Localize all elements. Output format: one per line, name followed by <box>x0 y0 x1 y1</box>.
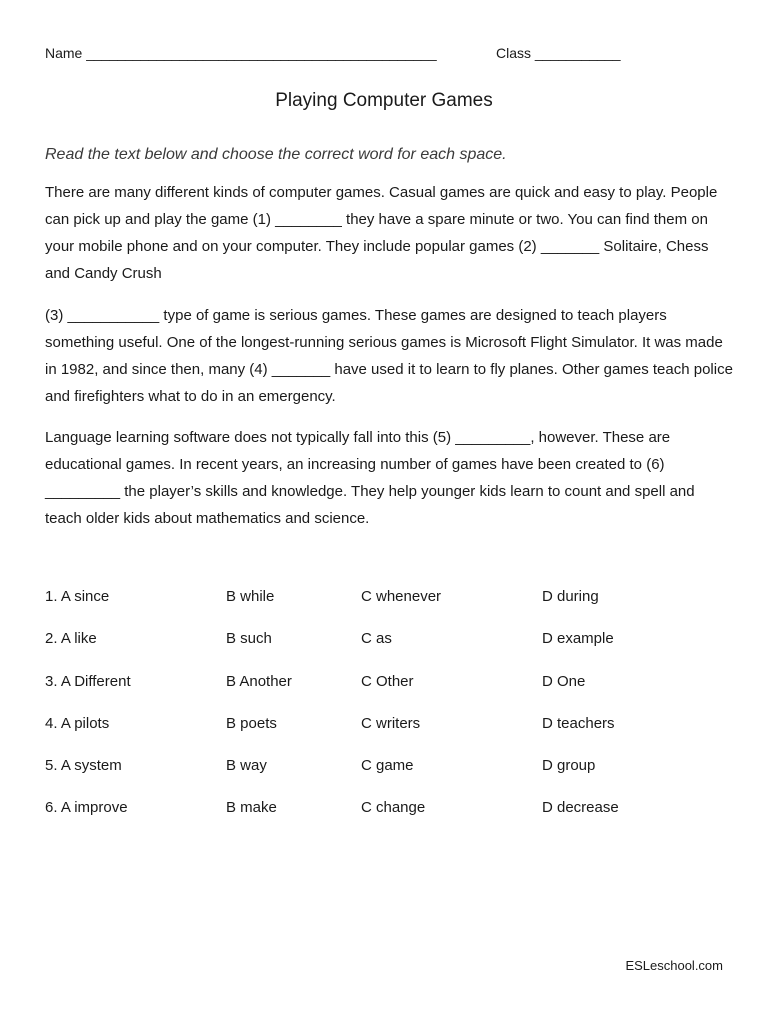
question-row-2 <box>45 630 735 672</box>
option-1b[interactable]: B while <box>226 588 275 605</box>
option-3a[interactable]: 3. A Different <box>45 672 131 690</box>
question-row-6 <box>45 799 735 841</box>
option-4d[interactable]: D teachers <box>542 714 615 732</box>
question-row-4 <box>45 715 735 757</box>
passage-paragraph-1: There are many different kinds of computer games. Casual games are quick and easy to play. People can pick up and play the game (1) ________ they have a spare minute or two. You can find them on your mobile phone and on your computer. They include popular games (2) _______ Solitaire, Chess and Candy Crush <box>45 184 718 282</box>
option-5c[interactable]: C game <box>361 757 414 775</box>
option-4b[interactable]: B poets <box>226 714 277 732</box>
instructions: Read the text below and choose the correct word for each space. <box>45 146 507 163</box>
question-row-3 <box>45 673 735 715</box>
option-3d[interactable]: D One <box>542 672 586 690</box>
option-5d[interactable]: D group <box>542 757 596 775</box>
class-field[interactable]: Class ___________ <box>496 45 621 61</box>
option-6d[interactable]: D decrease <box>542 799 619 817</box>
option-6c[interactable]: C change <box>361 799 426 817</box>
option-4c[interactable]: C writers <box>361 714 421 732</box>
name-field[interactable]: Name _____________________________________________ <box>45 45 437 61</box>
option-5a[interactable]: 5. A system <box>45 757 122 775</box>
option-3c[interactable]: C Other <box>361 672 414 690</box>
question-row-5 <box>45 757 735 799</box>
option-2d[interactable]: D example <box>542 630 614 648</box>
option-3b[interactable]: B Another <box>226 672 292 690</box>
option-6a[interactable]: 6. A improve <box>45 799 128 817</box>
footer-credit: ESLeschool.com <box>625 958 723 973</box>
option-2b[interactable]: B such <box>226 630 272 648</box>
option-6b[interactable]: B make <box>226 799 277 817</box>
option-1a[interactable]: 1. A since <box>45 588 110 605</box>
option-2c[interactable]: C as <box>361 630 392 648</box>
option-1d[interactable]: D during <box>542 588 599 605</box>
option-2a[interactable]: 2. A like <box>45 630 97 648</box>
answer-options <box>45 588 735 842</box>
option-4a[interactable]: 4. A pilots <box>45 714 110 732</box>
header-line <box>45 45 723 65</box>
option-5b[interactable]: B way <box>226 757 267 775</box>
passage-paragraph-2: (3) ___________ type of game is serious games. These games are designed to teach players something useful. One of the longest-running serious games is Microsoft Flight Simulator. It was made in 1982, and since then, many (4) _______ have used it to learn to fly planes. Other games teach police and firefighters what to do in an emergency. <box>45 307 733 405</box>
question-row-1 <box>45 588 735 630</box>
worksheet-title: Playing Computer Games <box>275 90 493 111</box>
passage-paragraph-3: Language learning software does not typically fall into this (5) _________, however. These are educational games. In recent years, an increasing number of games have been created to (6) _________ the player’s skills and knowledge. They help younger kids learn to count and spell and teach older kids about mathematics and science. <box>45 429 695 527</box>
option-1c[interactable]: C whenever <box>361 588 442 605</box>
